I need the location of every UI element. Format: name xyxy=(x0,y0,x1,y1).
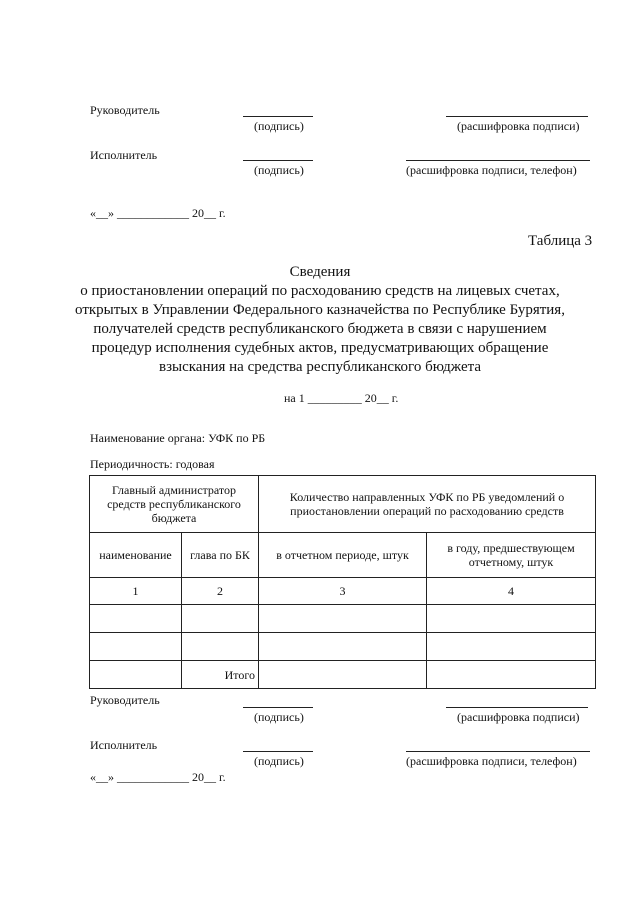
periodicity: Периодичность: годовая xyxy=(90,457,215,471)
decode-line xyxy=(446,707,588,708)
org-name: Наименование органа: УФК по РБ xyxy=(90,431,266,445)
title-line: взыскания на средства республиканского бюджета xyxy=(158,359,482,375)
col-number: 4 xyxy=(427,578,596,605)
table-row xyxy=(90,633,596,661)
table-cell xyxy=(427,605,596,633)
table-cell xyxy=(90,633,182,661)
title-line: о приостановлении операций по расходованию средств на лицевых счетах, xyxy=(80,283,560,299)
title-heading: Сведения xyxy=(289,264,351,280)
signature-hint: (подпись) xyxy=(254,163,304,177)
col-number: 2 xyxy=(182,578,259,605)
executor-label-top: Исполнитель xyxy=(90,148,158,162)
as-of-date: на 1 _________ 20__ г. xyxy=(284,391,399,405)
total-label: Итого xyxy=(182,661,259,689)
table-cell xyxy=(182,633,259,661)
decode-phone-hint: (расшифровка подписи, телефон) xyxy=(406,754,577,768)
header-name: наименование xyxy=(90,533,182,578)
signature-line xyxy=(243,160,313,161)
table-cell xyxy=(182,605,259,633)
title-line: открытых в Управлении Федерального казначейства по Республике Бурятия, xyxy=(75,302,565,318)
table-cell xyxy=(427,633,596,661)
table-number-row xyxy=(90,578,596,605)
header-notifications-count: Количество направленных УФК по РБ уведомлений о приостановлении операций по расходованию средств xyxy=(259,476,596,533)
table-cell xyxy=(90,605,182,633)
signature-hint: (подпись) xyxy=(254,119,304,133)
table-cell xyxy=(90,661,182,689)
decode-hint: (расшифровка подписи) xyxy=(457,119,580,133)
signature-hint: (подпись) xyxy=(254,754,304,768)
table-cell xyxy=(427,661,596,689)
report-table xyxy=(89,475,596,689)
date-line-top: «__» ____________ 20__ г. xyxy=(90,206,226,220)
table-total-row xyxy=(90,661,596,689)
document-title xyxy=(60,263,580,377)
signature-hint: (подпись) xyxy=(254,710,304,724)
header-prev-year: в году, предшествующем отчетному, штук xyxy=(427,533,596,578)
title-line: процедур исполнения судебных актов, предусматривающих обращение xyxy=(91,340,549,356)
executor-label-bottom: Исполнитель xyxy=(90,738,158,752)
col-number: 3 xyxy=(259,578,427,605)
header-period: в отчетном периоде, штук xyxy=(259,533,427,578)
table-cell xyxy=(259,661,427,689)
table-cell xyxy=(259,605,427,633)
table-cell xyxy=(259,633,427,661)
decode-hint: (расшифровка подписи) xyxy=(457,710,580,724)
head-label-top: Руководитель xyxy=(90,103,160,117)
decode-phone-line xyxy=(406,160,590,161)
decode-phone-hint: (расшифровка подписи, телефон) xyxy=(406,163,577,177)
header-main-administrator: Главный администратор средств республиканского бюджета xyxy=(90,476,259,533)
signature-line xyxy=(243,707,313,708)
table-number: Таблица 3 xyxy=(528,233,593,249)
title-line: получателей средств республиканского бюджета в связи с нарушением xyxy=(93,321,547,337)
col-number: 1 xyxy=(90,578,182,605)
date-line-bottom: «__» ____________ 20__ г. xyxy=(90,770,226,784)
table-row xyxy=(90,605,596,633)
signature-line xyxy=(243,116,313,117)
decode-line xyxy=(446,116,588,117)
table-subheader-row xyxy=(90,533,596,578)
decode-phone-line xyxy=(406,751,590,752)
head-label-bottom: Руководитель xyxy=(90,693,160,707)
header-chapter: глава по БК xyxy=(182,533,259,578)
signature-line xyxy=(243,751,313,752)
table-header-row xyxy=(90,476,596,533)
